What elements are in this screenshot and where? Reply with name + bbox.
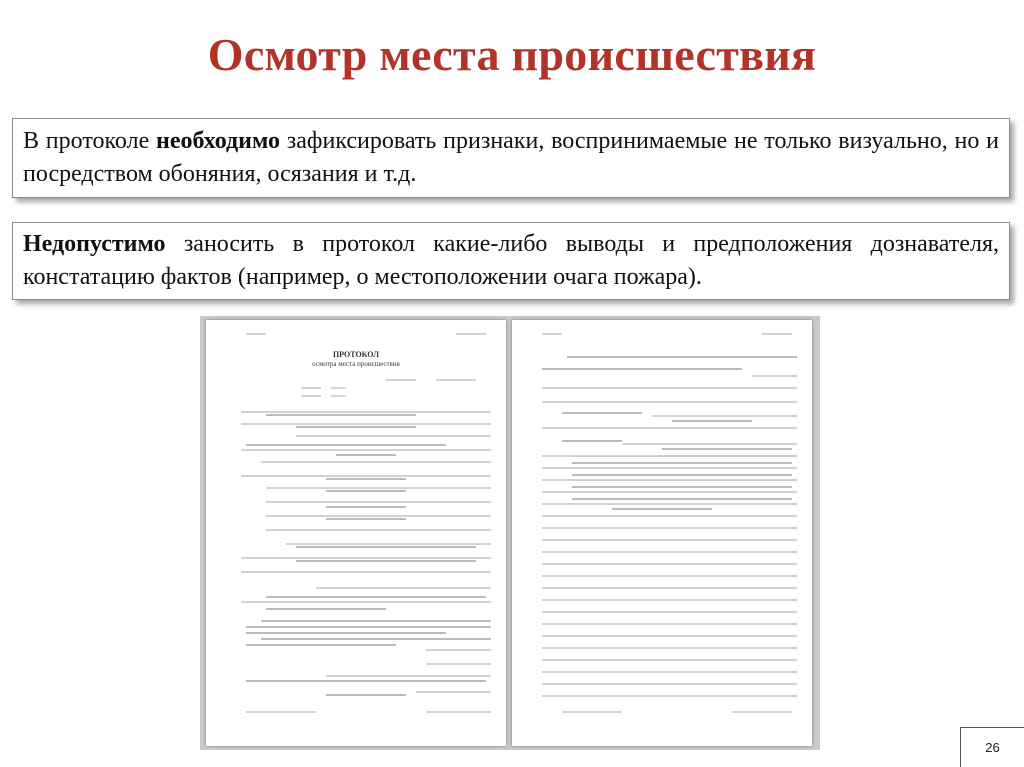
requirement-text-post: зафиксировать признаки, воспринимаемые не только визуально, но и посредством обоняния, осязания и т.д. [23,128,1000,187]
prohibition-emphasis: Недопустимо [23,231,166,257]
protocol-subheading: осмотра места происшествия [312,360,400,368]
requirement-text-pre: В протоколе [23,128,157,154]
slide-title: Осмотр места происшествия [207,29,817,80]
protocol-document-image [200,316,820,750]
protocol-page-1 [206,320,506,746]
requirement-emphasis: необходимо [156,128,281,154]
protocol-heading: ПРОТОКОЛ [332,350,380,359]
protocol-page-1-lines [206,320,506,746]
prohibition-box [12,222,1010,300]
protocol-page-2 [512,320,812,746]
requirement-box [12,118,1010,198]
page-number: 26 [960,727,1024,767]
protocol-page-2-lines [512,320,812,746]
prohibition-text: заносить в протокол какие-либо выводы и предположения дознавателя, констатацию фактов (например, о местоположении очага пожара). [23,231,999,290]
